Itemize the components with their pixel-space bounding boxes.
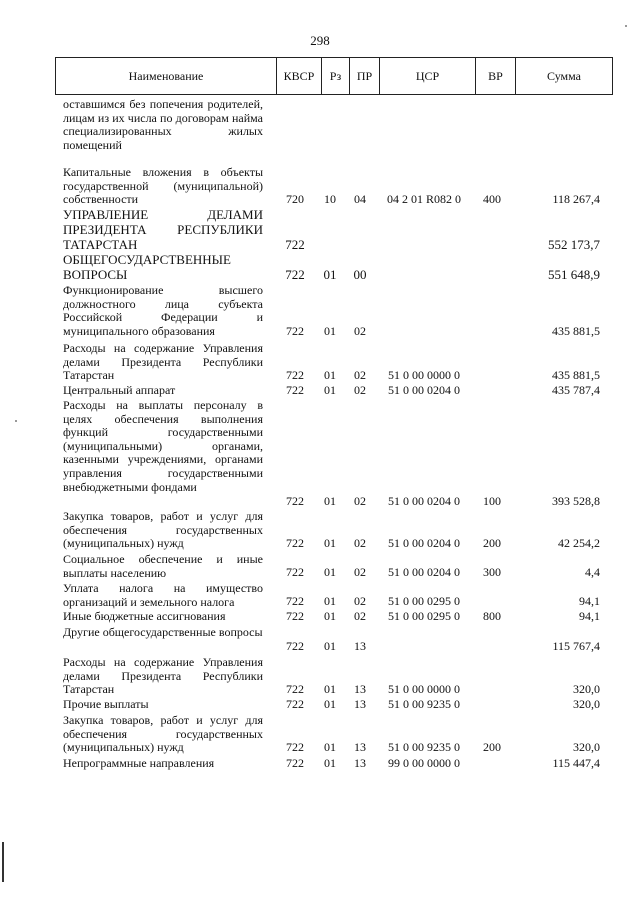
row-pr: 13 <box>354 639 366 653</box>
row-csr: 04 2 01 R082 0 <box>386 192 461 206</box>
row-kvsr: 722 <box>286 536 304 550</box>
row-vr: 400 <box>483 192 501 206</box>
page-number: 298 <box>310 33 330 48</box>
row-name: оставшимся без попечения родителей, лицам из их числа по договорам найма специализированных жилых помещений <box>63 97 263 152</box>
table-row <box>0 553 640 582</box>
row-name: ОБЩЕГОСУДАРСТВЕННЫЕ ВОПРОСЫ <box>63 252 231 282</box>
row-kvsr: 722 <box>286 740 304 754</box>
row-rz: 01 <box>324 536 336 550</box>
row-pr: 13 <box>354 756 366 770</box>
row-pr: 02 <box>354 368 366 382</box>
row-name: Капитальные вложения в объекты государственной (муниципальной) собственности <box>63 165 263 207</box>
row-pr: 13 <box>354 740 366 754</box>
row-rz: 01 <box>324 594 336 608</box>
table-row <box>0 656 640 698</box>
row-sum: 115 447,4 <box>552 756 600 770</box>
table-row <box>0 610 640 626</box>
row-csr: 51 0 00 9235 0 <box>388 697 460 711</box>
row-pr: 04 <box>354 192 366 206</box>
table-row <box>0 582 640 610</box>
row-pr: 02 <box>354 565 366 579</box>
row-kvsr: 722 <box>286 565 304 579</box>
row-rz: 01 <box>324 609 336 623</box>
row-name: Закупка товаров, работ и услуг для обеспечения государственных (муниципальных) нужд <box>63 509 263 551</box>
row-kvsr: 722 <box>286 594 304 608</box>
row-pr: 00 <box>353 267 367 282</box>
row-name: Центральный аппарат <box>63 383 176 397</box>
row-csr: 51 0 00 0204 0 <box>388 383 460 397</box>
row-sum: 435 881,5 <box>552 368 600 382</box>
row-csr: 51 0 00 9235 0 <box>388 740 460 754</box>
row-sum: 320,0 <box>573 682 600 696</box>
table-row <box>0 166 640 207</box>
row-sum: 4,4 <box>585 565 600 579</box>
row-name: Расходы на выплаты персоналу в целях обеспечения выполнения функций государственными (муниципальными) органами, казенными учреждениями, органами управления государственными внебюджетными фондами <box>63 398 263 494</box>
row-kvsr: 722 <box>286 756 304 770</box>
row-pr: 13 <box>354 682 366 696</box>
row-sum: 320,0 <box>573 740 600 754</box>
row-kvsr: 722 <box>286 682 304 696</box>
row-csr: 51 0 00 0204 0 <box>388 565 460 579</box>
row-rz: 01 <box>324 368 336 382</box>
row-sum: 435 787,4 <box>552 383 600 397</box>
table-row <box>0 510 640 553</box>
table-row <box>0 698 640 714</box>
row-name: Расходы на содержание Управления делами Президента Республики Татарстан <box>63 655 263 697</box>
row-csr: 51 0 00 0204 0 <box>388 494 460 508</box>
header-kvsr: КВСР <box>277 58 322 94</box>
table-row <box>0 98 640 166</box>
row-name: УПРАВЛЕНИЕ ДЕЛАМИ ПРЕЗИДЕНТА РЕСПУБЛИКИ ТАТАРСТАН <box>63 207 263 252</box>
row-pr: 13 <box>354 697 366 711</box>
table-row <box>0 626 640 656</box>
row-rz: 01 <box>324 697 336 711</box>
scan-speck <box>15 420 17 422</box>
row-sum: 393 528,8 <box>552 494 600 508</box>
row-kvsr: 722 <box>285 267 305 282</box>
row-csr: 51 0 00 0295 0 <box>388 594 460 608</box>
row-name: Прочие выплаты <box>63 697 149 711</box>
row-csr: 51 0 00 0204 0 <box>388 536 460 550</box>
header-csr: ЦСР <box>380 58 476 94</box>
header-vr: ВР <box>476 58 516 94</box>
row-pr: 02 <box>354 609 366 623</box>
row-csr: 51 0 00 0000 0 <box>388 682 460 696</box>
table-row <box>0 714 640 757</box>
header-name: Наименование <box>56 58 277 94</box>
row-rz: 01 <box>324 740 336 754</box>
row-sum: 42 254,2 <box>558 536 600 550</box>
row-vr: 100 <box>483 494 501 508</box>
row-rz: 01 <box>324 494 336 508</box>
row-name: Функционирование высшего должностного лица субъекта Российской Федерации и муниципального образования <box>63 283 263 338</box>
row-kvsr: 722 <box>286 324 304 338</box>
row-csr: 51 0 00 0000 0 <box>388 368 460 382</box>
row-rz: 10 <box>324 192 336 206</box>
row-pr: 02 <box>354 324 366 338</box>
table-row <box>0 384 640 399</box>
row-rz: 01 <box>323 267 337 282</box>
row-sum: 94,1 <box>579 594 600 608</box>
row-pr: 02 <box>354 594 366 608</box>
row-rz: 01 <box>324 383 336 397</box>
row-vr: 200 <box>483 536 501 550</box>
row-sum: 551 648,9 <box>548 267 600 282</box>
row-sum: 552 173,7 <box>548 237 600 252</box>
row-pr: 02 <box>354 494 366 508</box>
row-rz: 01 <box>324 682 336 696</box>
row-sum: 94,1 <box>579 609 600 623</box>
row-name: Другие общегосударственные вопросы <box>63 625 263 639</box>
row-kvsr: 722 <box>286 697 304 711</box>
table-header <box>55 57 613 95</box>
row-sum: 320,0 <box>573 697 600 711</box>
table-row <box>0 342 640 384</box>
table-row <box>0 399 640 510</box>
row-rz: 01 <box>324 324 336 338</box>
row-csr: 99 0 00 0000 0 <box>388 756 460 770</box>
row-name: Уплата налога на имущество организаций и земельного налога <box>63 581 263 609</box>
row-name: Социальное обеспечение и иные выплаты населению <box>63 552 263 580</box>
header-sum: Сумма <box>547 68 581 83</box>
row-name: Иные бюджетные ассигнования <box>63 609 226 623</box>
row-sum: 118 267,4 <box>552 192 600 206</box>
row-rz: 01 <box>324 565 336 579</box>
header-rz: Рз <box>322 58 350 94</box>
header-pr: ПР <box>350 58 380 94</box>
row-sum: 435 881,5 <box>552 324 600 338</box>
row-kvsr: 722 <box>286 368 304 382</box>
row-kvsr: 722 <box>286 639 304 653</box>
table-row <box>0 284 640 342</box>
table-row <box>0 207 640 252</box>
row-pr: 02 <box>354 536 366 550</box>
row-vr: 200 <box>483 740 501 754</box>
row-csr: 51 0 00 0295 0 <box>388 609 460 623</box>
row-kvsr: 722 <box>286 609 304 623</box>
row-rz: 01 <box>324 756 336 770</box>
row-kvsr: 722 <box>286 383 304 397</box>
row-vr: 800 <box>483 609 501 623</box>
row-sum: 115 767,4 <box>552 639 600 653</box>
scan-edge-mark <box>2 842 4 882</box>
row-name: Расходы на содержание Управления делами Президента Республики Татарстан <box>63 341 263 383</box>
row-kvsr: 722 <box>286 494 304 508</box>
table-row <box>0 252 640 284</box>
row-kvsr: 722 <box>285 237 305 252</box>
row-name: Закупка товаров, работ и услуг для обеспечения государственных (муниципальных) нужд <box>63 713 263 755</box>
row-kvsr: 720 <box>286 192 304 206</box>
row-name: Непрограммные направления <box>63 756 215 770</box>
row-vr: 300 <box>483 565 501 579</box>
table-body <box>0 98 640 773</box>
row-pr: 02 <box>354 383 366 397</box>
table-row <box>0 757 640 773</box>
scan-speck <box>625 25 627 27</box>
row-rz: 01 <box>324 639 336 653</box>
